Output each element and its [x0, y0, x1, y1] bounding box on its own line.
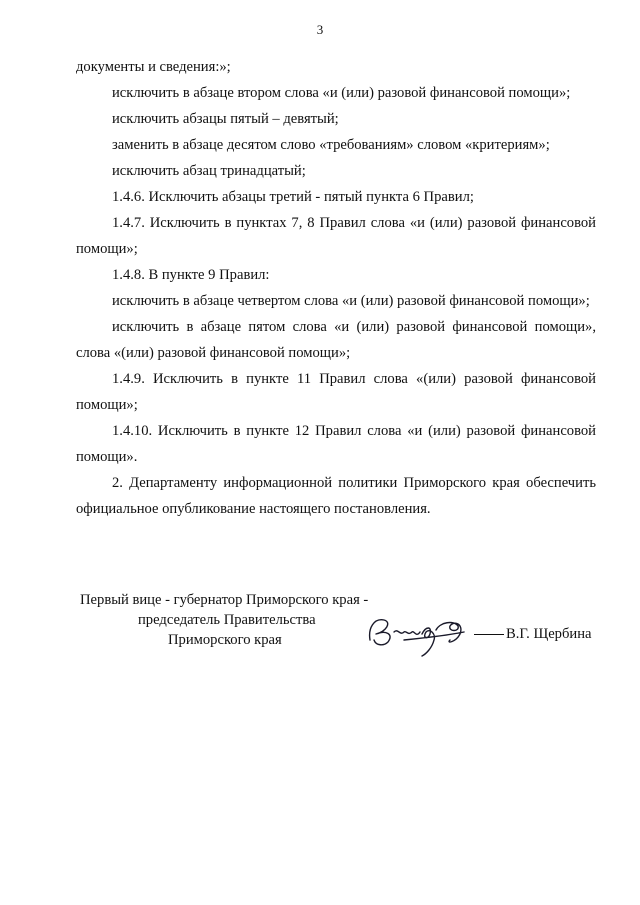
signatory-name-text: В.Г. Щербина	[506, 626, 592, 642]
document-body	[76, 54, 596, 522]
signature-underline	[474, 634, 504, 635]
paragraph: исключить в абзаце четвертом слова «и (или) разовой финансовой помощи»;	[112, 293, 590, 309]
paragraph: 1.4.8. В пункте 9 Правил:	[112, 267, 270, 283]
paragraph: исключить абзац тринадцатый;	[112, 163, 306, 179]
page-number: 3	[316, 22, 324, 37]
paragraph: 1.4.6. Исключить абзацы третий - пятый пункта 6 Правил;	[112, 189, 474, 205]
paragraph: 1.4.9. Исключить в пункте 11 Правил слова «(или) разовой финансовой помощи»;	[76, 371, 596, 413]
signatory-name	[474, 626, 592, 643]
paragraph: 1.4.7. Исключить в пунктах 7, 8 Правил слова «и (или) разовой финансовой помощи»;	[76, 215, 596, 257]
signatory-title-line-3: Приморского края	[168, 632, 282, 648]
paragraph: исключить абзацы пятый – девятый;	[112, 111, 339, 127]
paragraph: исключить в абзаце втором слова «и (или) разовой финансовой помощи»;	[112, 85, 571, 101]
paragraph: 1.4.10. Исключить в пункте 12 Правил слова «и (или) разовой финансовой помощи».	[76, 423, 596, 465]
paragraph: исключить в абзаце пятом слова «и (или) разовой финансовой помощи», слова «(или) разовой финансовой помощи»;	[76, 319, 596, 361]
paragraph: заменить в абзаце десятом слово «требованиям» словом «критериям»;	[112, 137, 550, 153]
handwritten-signature	[364, 610, 474, 658]
paragraph: документы и сведения:»;	[76, 59, 231, 75]
signatory-title-line-2: председатель Правительства	[138, 612, 316, 628]
paragraph: 2. Департаменту информационной политики Приморского края обеспечить официальное опубликование настоящего постановления.	[76, 475, 596, 517]
signatory-title-line-1: Первый вице - губернатор Приморского края -	[80, 592, 369, 608]
